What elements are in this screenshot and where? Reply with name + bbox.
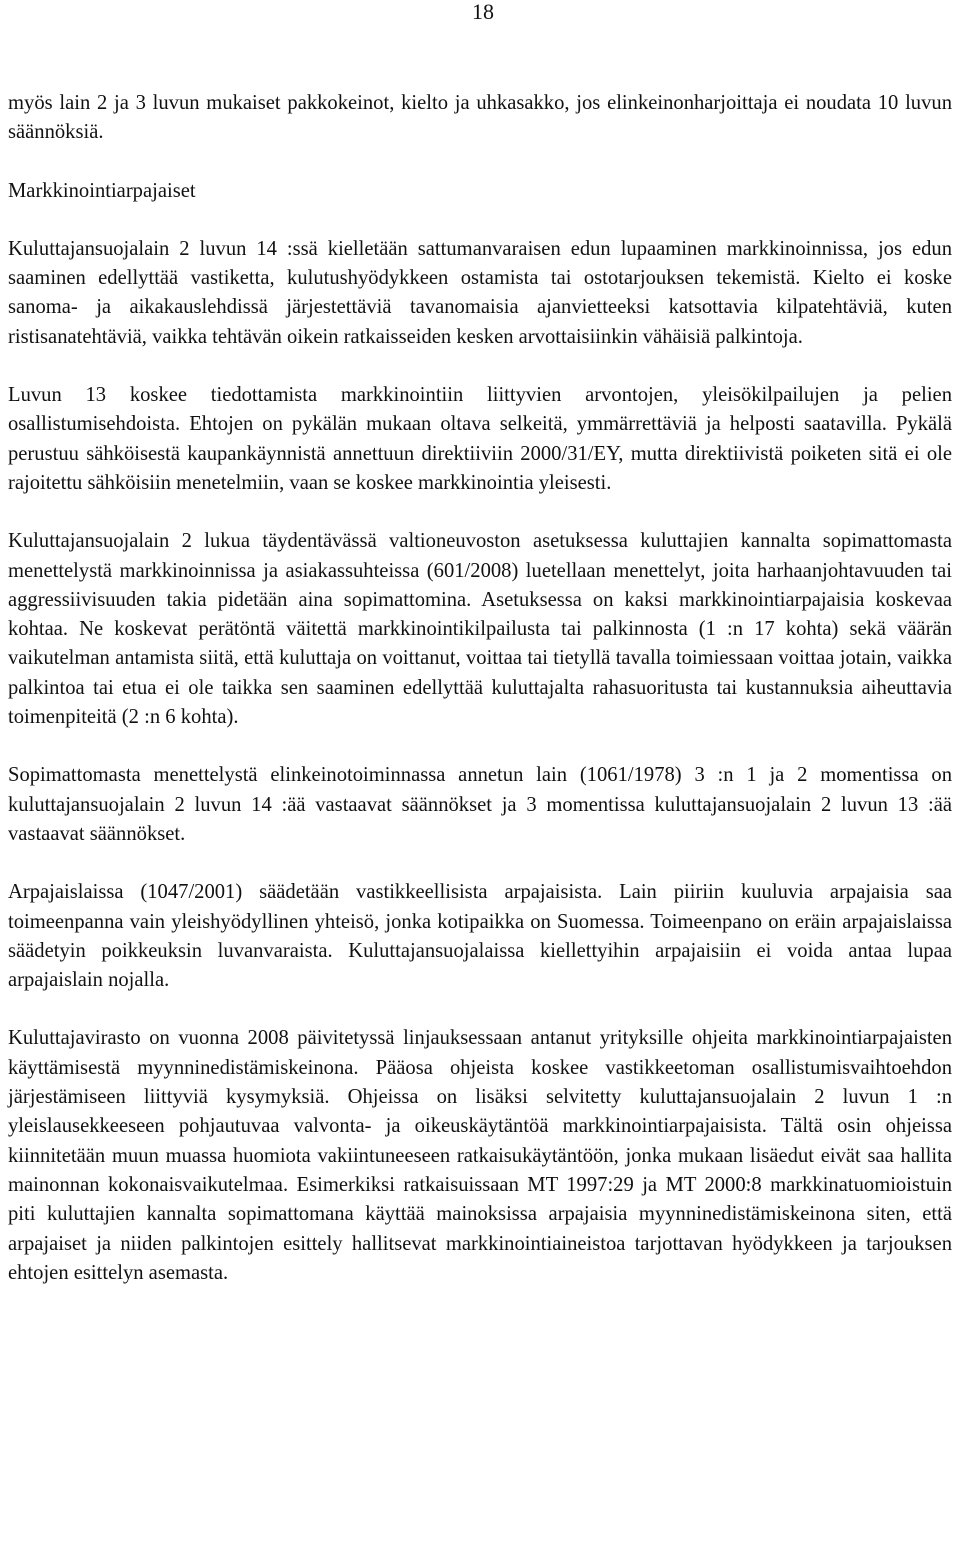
page-number: 18: [472, 0, 494, 24]
paragraph-6: Kuluttajavirasto on vuonna 2008 päivitetyssä linjauksessaan antanut yrityksille ohjeita markkinointiarpajaisten käyttämisestä myynninedistämiskeinona. Pääosa ohjeista koskee vastikkeetoman osallistumisvaihtoehdon järjestämiseen liittyviä kysymyksiä. Ohjeissa on lisäksi selvitetty kuluttajansuojalain 2 luvun 1 :n yleislausekkeeseen pohjautuvaa valvonta- ja oikeuskäytäntöä markkinointiarpajaisista. Tältä osin ohjeissa kiinnitetään muun muassa huomiota vakiintuneeseen ratkaisukäytäntöön, jonka mukaan lisäedut eivät saa hallita mainonnan kokonaisvaikutelmaa. Esimerkiksi ratkaisuissaan MT 1997:29 ja MT 2000:8 markkinatuomioistuin piti kuluttajien kannalta sopimattomana käyttää mainoksissa arpajaisia myynninedistämiskeinona siten, että arpajaiset ja niiden palkintojen esittely hallitsevat markkinointiaineistoa tarjottavan hyödykkeen ja tarjouksen ehtojen esittelyn asemasta.: [8, 1027, 952, 1284]
paragraph-1: Kuluttajansuojalain 2 luvun 14 :ssä kielletään sattumanvaraisen edun lupaaminen markkinoinnissa, jos edun saaminen edellyttää vastiketta, kulutushyödykkeen ostamista tai ostotarjouksen tekemistä. Kielto ei koske sanoma- ja aikakauslehdissä järjestettäviä tavanomaisia ajanvietteeksi katsottavia kilpatehtäviä, kuten ristisanatehtäviä, vaikka tehtävän oikein ratkaisseiden kesken arvottaisiinkin vähäisiä palkintoja.: [8, 237, 952, 348]
paragraph-5: Arpajaislaissa (1047/2001) säädetään vastikkeellisista arpajaisista. Lain piiriin kuuluvia arpajaisia saa toimeenpanna vain yleishyödyllinen yhteisö, jonka kotipaikka on Suomessa. Toimeenpano on eräin arpajaislaissa säädetyin poikkeuksin luvanvaraista. Kuluttajansuojalaissa kiellettyihin arpajaisiin ei voida antaa lupaa arpajaislain nojalla.: [8, 881, 952, 992]
paragraph-2: Luvun 13 koskee tiedottamista markkinointiin liittyvien arvontojen, yleisökilpailujen ja pelien osallistumisehdoista. Ehtojen on pykälän mukaan oltava selkeitä, ymmärrettäviä ja helposti saatavilla. Pykälä perustuu sähköisestä kaupankäynnistä annettuun direktiiviin 2000/31/EY, mutta direktiivistä poiketen sitä ei ole rajoitettu sähköisiin menetelmiin, vaan se koskee markkinointia yleisesti.: [8, 384, 952, 494]
paragraph-3: Kuluttajansuojalain 2 lukua täydentävässä valtioneuvoston asetuksessa kuluttajien kannalta sopimattomasta menettelystä markkinoinnissa ja asiakassuhteissa (601/2008) luetellaan menettelyt, joita harhaanjohtavuuden tai aggressiivisuuden takia pidetään aina sopimattomina. Asetuksessa on kaksi markkinointiarpajaisia koskevaa kohtaa. Ne koskevat perätöntä väitettä markkinointikilpailusta tai palkinnosta (1 :n 17 kohta) sekä väärän vaikutelman antamista siitä, että kuluttaja on voittanut, voittaa tai tietyllä tavalla toimiessaan voittaa jotain, vaikka palkintoa tai etua ei ole taikka sen saaminen edellyttää kuluttajalta rahasuoritusta tai kustannuksia aiheuttavia toimenpiteitä (2 :n 6 kohta).: [8, 530, 952, 729]
intro-paragraph: myös lain 2 ja 3 luvun mukaiset pakkokeinot, kielto ja uhkasakko, jos elinkeinonharjoittaja ei noudata 10 luvun säännöksiä.: [8, 92, 952, 144]
paragraph-4: Sopimattomasta menettelystä elinkeinotoiminnassa annetun lain (1061/1978) 3 :n 1 ja 2 momentissa on kuluttajansuojalain 2 luvun 14 :ää vastaavat säännökset ja 3 momentissa kuluttajansuojalain 2 luvun 13 :ää vastaavat säännökset.: [8, 764, 952, 845]
document-body: [8, 89, 952, 1288]
section-heading: Markkinointiarpajaiset: [8, 179, 196, 202]
